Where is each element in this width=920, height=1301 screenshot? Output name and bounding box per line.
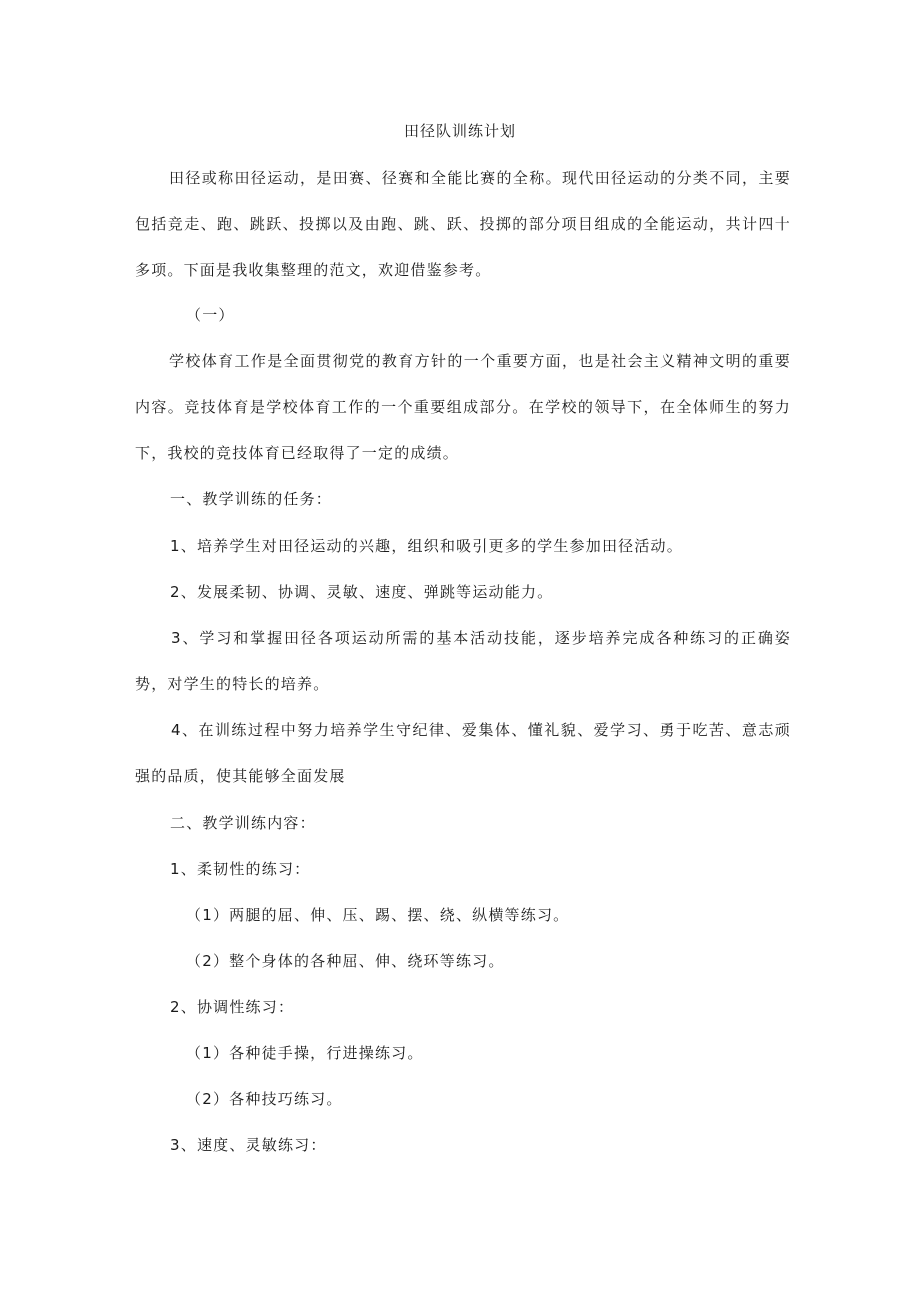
paragraph-school-sports: 学校体育工作是全面贯彻党的教育方针的一个重要方面，也是社会主义精神文明的重要内容。竞技体育是学校体育工作的一个重要组成部分。在学校的领导下，在全体师生的努力下，我校的竞技体育已经取得了一定的成绩。 [135,352,791,462]
heading-training-content: 二、教学训练内容： [170,814,316,832]
content-item-1-sub-1: （1）两腿的屈、伸、压、踢、摆、绕、纵横等练习。 [186,906,570,924]
task-item-4: 4、在训练过程中努力培养学生守纪律、爱集体、懂礼貌、爱学习、勇于吃苦、意志顽强的品质，使其能够全面发展 [135,721,791,785]
document-title: 田径队训练计划 [403,122,516,140]
content-item-2: 2、协调性练习： [170,998,295,1016]
heading-training-tasks: 一、教学训练的任务： [170,490,333,508]
task-item-3: 3、学习和掌握田径各项运动所需的基本活动技能，逐步培养完成各种练习的正确姿势，对学生的特长的培养。 [135,629,791,693]
section-marker: （一） [186,306,235,324]
task-item-2: 2、发展柔韧、协调、灵敏、速度、弹跳等运动能力。 [170,583,554,601]
content-item-2-sub-2: （2）各种技巧练习。 [186,1090,343,1108]
content-item-1: 1、柔韧性的练习： [170,860,311,878]
task-item-1: 1、培养学生对田径运动的兴趣，组织和吸引更多的学生参加田径活动。 [170,537,683,555]
intro-paragraph: 田径或称田径运动，是田赛、径赛和全能比赛的全称。现代田径运动的分类不同，主要包括竞走、跑、跳跃、投掷以及由跑、跳、跃、投掷的部分项目组成的全能运动，共计四十多项。下面是我收集整理的范文，欢迎借鉴参考。 [135,169,791,279]
content-item-1-sub-2: （2）整个身体的各种屈、伸、绕环等练习。 [186,952,505,970]
content-item-2-sub-1: （1）各种徒手操，行进操练习。 [186,1044,424,1062]
content-item-3: 3、速度、灵敏练习： [170,1136,327,1154]
